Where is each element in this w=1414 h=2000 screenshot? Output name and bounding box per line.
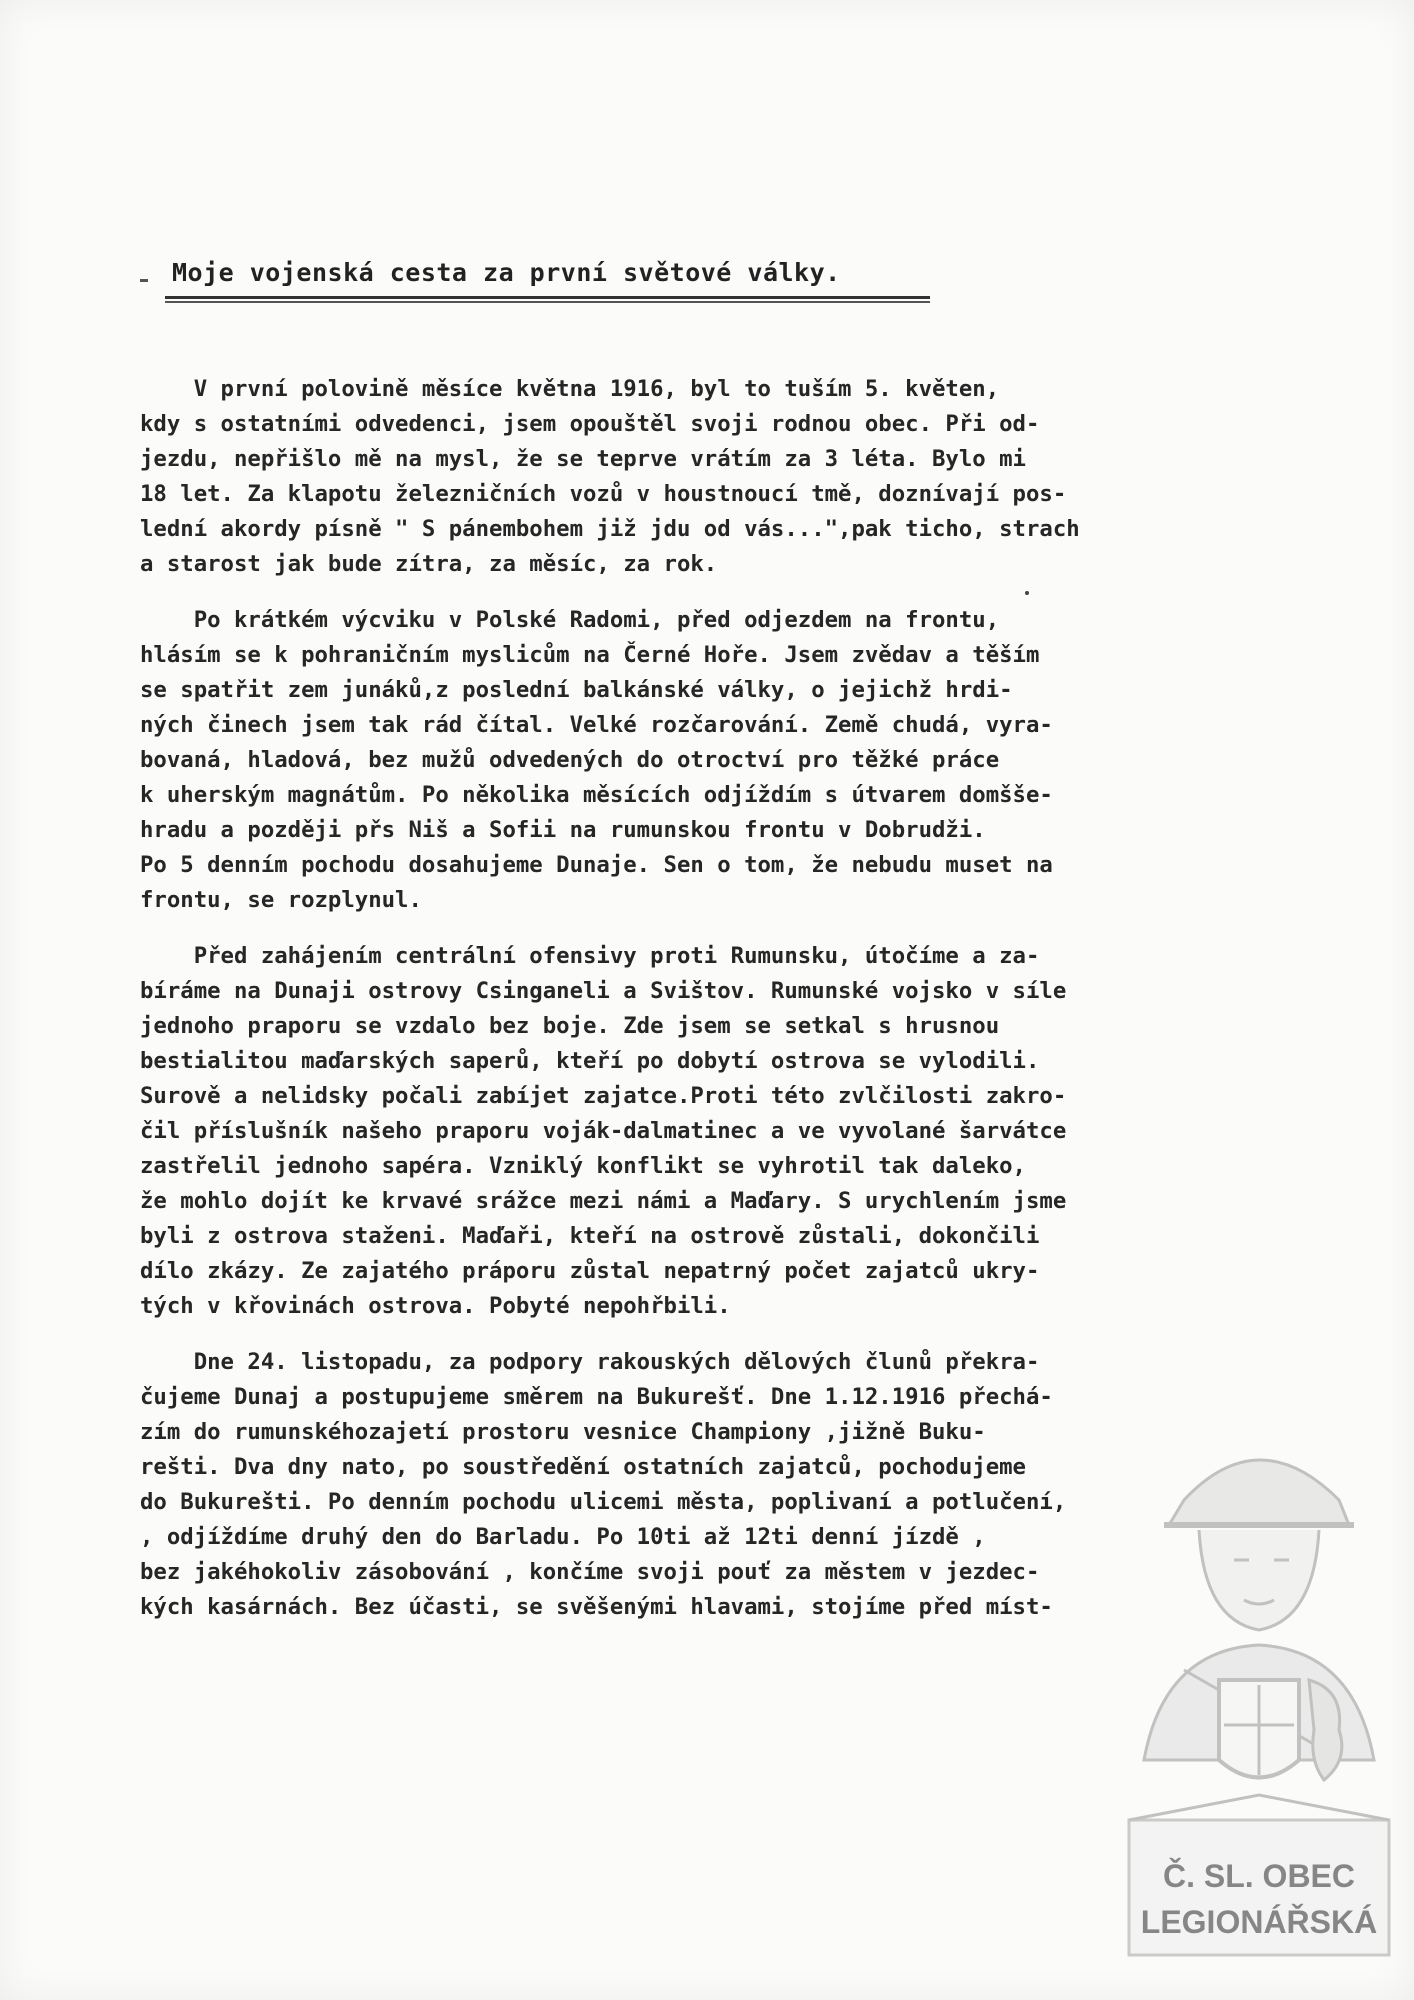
- paragraph-3: [140, 939, 1390, 1324]
- text-line: 18 let. Za klapotu železničních vozů v houstnoucí tmě, doznívají pos-: [140, 481, 1067, 507]
- text-line: hlásím se k pohraničním myslicům na Černé Hoře. Jsem zvědav a těším: [140, 642, 1040, 668]
- text-line: frontu, se rozplynul.: [140, 887, 422, 913]
- text-line: že mohlo dojít ke krvavé srážce mezi námi a Maďary. S urychlením jsme: [140, 1188, 1067, 1214]
- paragraph-2: [140, 603, 1390, 918]
- text-line: čil příslušník našeho praporu voják-dalmatinec a ve vyvolané šarvátce: [140, 1118, 1067, 1144]
- text-line: kdy s ostatními odvedenci, jsem opouštěl svoji rodnou obec. Při od-: [140, 411, 1040, 437]
- ink-dot: [1025, 591, 1029, 595]
- stamp-text-line2: LEGIONÁŘSKÁ: [1140, 1904, 1378, 1940]
- text-line: a starost jak bude zítra, za měsíc, za rok.: [140, 551, 718, 577]
- stamp-text-line1: Č. SL. OBEC: [1162, 1858, 1355, 1894]
- text-line: bez jakéhokoliv zásobování , končíme svoji pouť za městem v jezdec-: [140, 1559, 1040, 1585]
- text-line: , odjíždíme druhý den do Barladu. Po 10ti až 12ti denní jízdě ,: [140, 1524, 986, 1550]
- text-line: čujeme Dunaj a postupujeme směrem na Bukurešť. Dne 1.12.1916 přechá-: [140, 1384, 1053, 1410]
- document-title: Moje vojenská cesta za první světové války.: [172, 258, 841, 287]
- text-line: Dne 24. listopadu, za podpory rakouských dělových člunů překra-: [140, 1349, 1040, 1375]
- text-line: byli z ostrova staženi. Maďaři, kteří na ostrově zůstali, dokončili: [140, 1223, 1040, 1249]
- text-line: rešti. Dva dny nato, po soustředění ostatních zajatců, pochodujeme: [140, 1454, 1026, 1480]
- text-line: bíráme na Dunaji ostrovy Csinganeli a Svištov. Rumunské vojsko v síle: [140, 978, 1067, 1004]
- margin-mark: [140, 279, 148, 282]
- text-line: Po 5 denním pochodu dosahujeme Dunaje. Sen o tom, že nebudu muset na: [140, 852, 1053, 878]
- text-line: hradu a později přs Niš a Sofii na rumunskou frontu v Dobrudži.: [140, 817, 986, 843]
- text-line: kých kasárnách. Bez účasti, se svěšenými hlavami, stojíme před míst-: [140, 1594, 1053, 1620]
- title-underline: [165, 296, 930, 303]
- text-line: bestialitou maďarských saperů, kteří po dobytí ostrova se vylodili.: [140, 1048, 1040, 1074]
- text-line: Surově a nelidsky počali zabíjet zajatce.Proti této zvlčilosti zakro-: [140, 1083, 1067, 1109]
- text-line: Před zahájením centrální ofensivy proti Rumunsku, útočíme a za-: [140, 943, 1040, 969]
- text-line: Po krátkém výcviku v Polské Radomi, před odjezdem na frontu,: [140, 607, 1000, 633]
- text-line: se spatřit zem junáků,z poslední balkánské války, o jejichž hrdi-: [140, 677, 1013, 703]
- text-line: tých v křovinách ostrova. Pobyté nepohřbili.: [140, 1293, 731, 1319]
- text-line: zastřelil jednoho sapéra. Vzniklý konflikt se vyhrotil tak daleko,: [140, 1153, 1026, 1179]
- text-line: do Bukurešti. Po denním pochodu ulicemi města, poplivaní a potlučení,: [140, 1489, 1067, 1515]
- paragraph-1: [140, 372, 1390, 582]
- text-line: k uherským magnátům. Po několika měsících odjíždím s útvarem domšše-: [140, 782, 1053, 808]
- legion-watermark-stamp: [1124, 1430, 1394, 1970]
- text-line: V první polovině měsíce května 1916, byl to tuším 5. květen,: [140, 376, 1000, 402]
- text-line: dílo zkázy. Ze zajatého práporu zůstal nepatrný počet zajatců ukry-: [140, 1258, 1040, 1284]
- text-line: lední akordy písně " S pánembohem již jdu od vás...",pak ticho, strach: [140, 516, 1080, 542]
- text-line: jednoho praporu se vzdalo bez boje. Zde jsem se setkal s hrusnou: [140, 1013, 1000, 1039]
- text-line: ných činech jsem tak rád čítal. Velké rozčarování. Země chudá, vyra-: [140, 712, 1053, 738]
- text-line: jezdu, nepřišlo mě na mysl, že se teprve vrátím za 3 léta. Bylo mi: [140, 446, 1026, 472]
- text-line: zím do rumunskéhozajetí prostoru vesnice Championy ,jižně Buku-: [140, 1419, 986, 1445]
- text-line: bovaná, hladová, bez mužů odvedených do otroctví pro těžké práce: [140, 747, 1000, 773]
